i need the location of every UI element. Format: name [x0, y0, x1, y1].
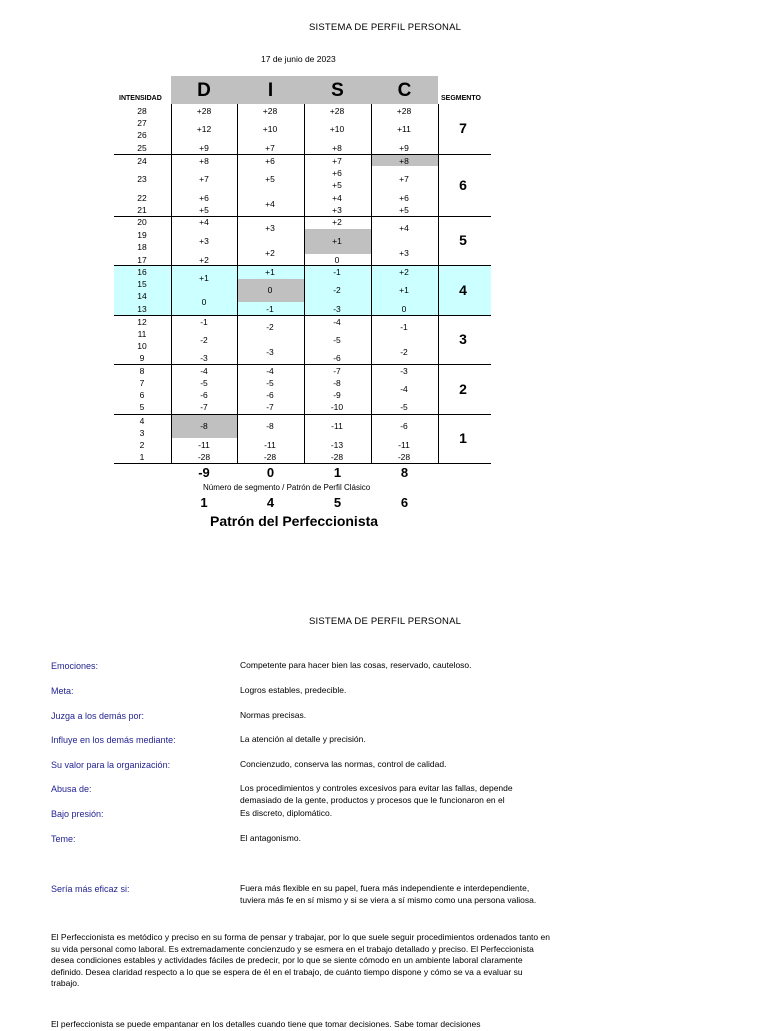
score-cell-i: +3	[265, 223, 275, 233]
intensity-value: 4	[139, 416, 145, 426]
score-cell-d: +2	[199, 255, 209, 265]
letter-s: S	[331, 80, 344, 101]
intensity-value: 7	[139, 378, 145, 388]
intensity-value: 13	[137, 304, 147, 314]
score-cell-i: -3	[266, 347, 274, 357]
score-cell-s: +7	[332, 156, 342, 166]
score-cell-d: -28	[197, 452, 211, 462]
segment-3: 3	[459, 331, 467, 347]
score-cell-c: +6	[399, 193, 409, 203]
score-cell-s: -6	[333, 353, 341, 363]
score-cell-i: -6	[266, 390, 274, 400]
score-cell-c: -28	[397, 452, 411, 462]
score-cell-c: +1	[399, 285, 409, 295]
score-cell-c: +3	[399, 248, 409, 258]
intensity-value: 24	[137, 156, 147, 166]
score-cell-d: +1	[199, 273, 209, 283]
intensity-value: 15	[137, 279, 147, 289]
description-label: Emociones:	[51, 661, 99, 671]
letter-c: C	[397, 80, 412, 101]
paragraph-2: El perfeccionista se puede empantanar en los detalles cuando tiene que tomar decisiones. Sabe tomar decisiones	[51, 1019, 481, 1029]
score-cell-s: +1	[332, 236, 342, 246]
score-cell-c: -1	[400, 322, 408, 332]
score-cell-s: +8	[332, 143, 342, 153]
score-cell-c: +28	[396, 106, 412, 116]
intensity-value: 8	[139, 366, 145, 376]
score-cell-s: -4	[333, 317, 341, 327]
intensity-value: 10	[137, 341, 147, 351]
score-cell-d: -3	[200, 353, 208, 363]
segment-6: 6	[459, 177, 467, 193]
intensity-value: 18	[137, 242, 147, 252]
score-cell-s: -1	[333, 267, 341, 277]
description-label: Juzga a los demás por:	[51, 711, 145, 721]
description-value: Fuera más flexible en su papel, fuera más independiente e interdependiente, tuviera más fe en sí mismo y si se viera a sí mismo como una persona valiosa.	[240, 883, 537, 905]
score-cell-s: -28	[330, 452, 344, 462]
segment-7: 7	[459, 120, 467, 136]
score-cell-c: -4	[400, 384, 408, 394]
segment-1: 1	[459, 430, 467, 446]
letter-d: D	[197, 80, 211, 101]
score-cell-s: +2	[332, 217, 342, 227]
report-date: 17 de junio de 2023	[261, 54, 336, 64]
score-cell-d: +8	[199, 156, 209, 166]
score-cell-d: -7	[200, 402, 208, 412]
description-value: Es discreto, diplomático.	[240, 808, 333, 818]
segnum-c: 6	[400, 495, 409, 510]
score-cell-d: 0	[201, 297, 207, 307]
score-cell-d: -1	[200, 317, 208, 327]
score-cell-s: -9	[333, 390, 341, 400]
total-s: 1	[333, 465, 342, 480]
score-cell-d: +3	[199, 236, 209, 246]
score-cell-c: +7	[399, 174, 409, 184]
segment-caption: Número de segmento / Patrón de Perfil Clásico	[203, 483, 371, 492]
score-cell-d: +7	[199, 174, 209, 184]
total-d: -9	[198, 465, 210, 480]
description-value: El antagonismo.	[240, 833, 301, 843]
score-cell-i: -1	[266, 304, 274, 314]
description-value: Normas precisas.	[240, 710, 307, 720]
score-cell-d: -4	[200, 366, 208, 376]
score-cell-c: +2	[399, 267, 409, 277]
intensity-value: 25	[137, 143, 147, 153]
pattern-title: Patrón del Perfeccionista	[210, 513, 379, 529]
score-cell-c: +5	[399, 205, 409, 215]
segment-4: 4	[459, 282, 467, 298]
intensity-value: 16	[137, 267, 147, 277]
intensity-value: 9	[139, 353, 145, 363]
score-cell-d: -8	[200, 421, 208, 431]
score-cell-s: +5	[332, 180, 342, 190]
score-cell-i: -5	[266, 378, 274, 388]
total-i: 0	[266, 465, 275, 480]
description-label: Influye en los demás mediante:	[51, 735, 176, 745]
score-cell-i: +4	[265, 199, 275, 209]
score-cell-d: -11	[198, 440, 210, 450]
score-cell-i: +1	[265, 267, 275, 277]
intensity-value: 23	[137, 174, 147, 184]
score-cell-c: +8	[399, 156, 409, 166]
intensity-value: 6	[139, 390, 145, 400]
score-cell-i: -11	[264, 440, 276, 450]
intensity-value: 22	[137, 193, 147, 203]
intensity-value: 19	[137, 230, 147, 240]
intensity-value: 11	[137, 329, 147, 339]
description-value: Competente para hacer bien las cosas, reservado, cauteloso.	[240, 660, 472, 670]
intensity-value: 21	[137, 205, 147, 215]
score-cell-s: -2	[333, 285, 341, 295]
description-label: Sería más eficaz si:	[51, 884, 130, 894]
score-cell-i: -28	[263, 452, 277, 462]
score-cell-c: -6	[400, 421, 408, 431]
score-cell-i: +28	[262, 106, 278, 116]
score-cell-c: +4	[399, 223, 409, 233]
score-cell-s: -5	[333, 335, 341, 345]
intensity-value: 14	[137, 291, 147, 301]
intensity-value: 28	[137, 106, 147, 116]
description-label: Bajo presión:	[51, 809, 104, 819]
score-cell-s: -8	[333, 378, 341, 388]
segnum-d: 1	[200, 495, 208, 510]
intensity-value: 27	[137, 118, 147, 128]
score-cell-s: -7	[333, 366, 341, 376]
score-cell-i: +2	[265, 248, 275, 258]
total-c: 8	[400, 465, 409, 480]
score-cell-d: +6	[199, 193, 209, 203]
description-label: Meta:	[51, 686, 74, 696]
description-value: Logros estables, predecible.	[240, 685, 347, 695]
description-value: Los procedimientos y controles excesivos para evitar las fallas, depende demasiado de la gente, productos y procesos que le funcionaron en el	[240, 783, 513, 805]
intensity-value: 2	[139, 440, 145, 450]
score-cell-s: +28	[329, 106, 345, 116]
score-cell-s: -3	[333, 304, 341, 314]
score-cell-s: -10	[330, 402, 344, 412]
score-cell-i: +5	[265, 174, 275, 184]
intensity-value: 20	[137, 217, 147, 227]
description-label: Su valor para la organización:	[51, 760, 171, 770]
intensity-value: 5	[139, 402, 145, 412]
score-cell-i: -2	[266, 322, 274, 332]
score-cell-c: -2	[400, 347, 408, 357]
score-cell-i: +7	[265, 143, 275, 153]
score-cell-d: -6	[200, 390, 208, 400]
score-cell-s: -11	[331, 421, 343, 431]
description-label: Abusa de:	[51, 784, 92, 794]
score-cell-s: -13	[330, 440, 344, 450]
page-title: SISTEMA DE PERFIL PERSONAL	[309, 22, 462, 33]
row-divider	[114, 463, 491, 464]
score-cell-s: +4	[332, 193, 342, 203]
description-value: La atención al detalle y precisión.	[240, 734, 366, 744]
segnum-s: 5	[333, 495, 342, 510]
description-label: Teme:	[51, 834, 76, 844]
score-cell-i: -7	[266, 402, 274, 412]
score-cell-c: +9	[399, 143, 409, 153]
score-cell-d: +5	[199, 205, 209, 215]
score-cell-i: +6	[265, 156, 275, 166]
intensity-header: INTENSIDAD	[119, 95, 162, 102]
score-cell-i: -8	[266, 421, 274, 431]
score-cell-i: -4	[266, 366, 274, 376]
score-cell-c: +11	[397, 124, 411, 134]
score-cell-c: -11	[398, 440, 410, 450]
score-cell-d: -5	[200, 378, 208, 388]
intensity-value: 12	[137, 317, 147, 327]
segment-5: 5	[459, 232, 467, 248]
segment-2: 2	[459, 381, 467, 397]
intensity-value: 17	[137, 255, 147, 265]
segnum-i: 4	[266, 495, 275, 510]
description-value: Concienzudo, conserva las normas, control de calidad.	[240, 759, 447, 769]
score-cell-s: +10	[329, 124, 345, 134]
score-cell-i: 0	[267, 285, 273, 295]
section2-title: SISTEMA DE PERFIL PERSONAL	[309, 616, 462, 627]
score-cell-d: +9	[199, 143, 209, 153]
intensity-value: 1	[139, 452, 145, 462]
intensity-value: 3	[139, 428, 145, 438]
score-cell-s: 0	[334, 255, 340, 265]
score-cell-c: -3	[400, 366, 408, 376]
score-cell-d: +28	[196, 106, 212, 116]
letter-i: I	[267, 80, 274, 101]
score-cell-s: +3	[332, 205, 342, 215]
score-cell-d: -2	[200, 335, 208, 345]
score-cell-c: -5	[400, 402, 408, 412]
score-cell-c: 0	[401, 304, 407, 314]
score-cell-d: +4	[199, 217, 209, 227]
score-cell-i: +10	[262, 124, 278, 134]
paragraph-1: El Perfeccionista es metódico y preciso en su forma de pensar y trabajar, por lo que suele seguir procedimientos ordenados tanto en su vida personal como laboral. Es extremadamente concienzudo y se esmera en el trabajo detallado y preciso. El Perfeccionista desea condiciones estables y actividades fáciles de predecir, por lo que se siente cómodo en un ambiente laboral claramente definido. Desea claridad respecto a lo que se espera de él en el trabajo, de cuánto tiempo dispone y cómo se va a evaluar su trabajo.	[51, 932, 550, 988]
score-cell-s: +6	[332, 168, 342, 178]
score-cell-d: +12	[196, 124, 212, 134]
intensity-value: 26	[137, 130, 147, 140]
segment-header: SEGMENTO	[441, 95, 481, 102]
